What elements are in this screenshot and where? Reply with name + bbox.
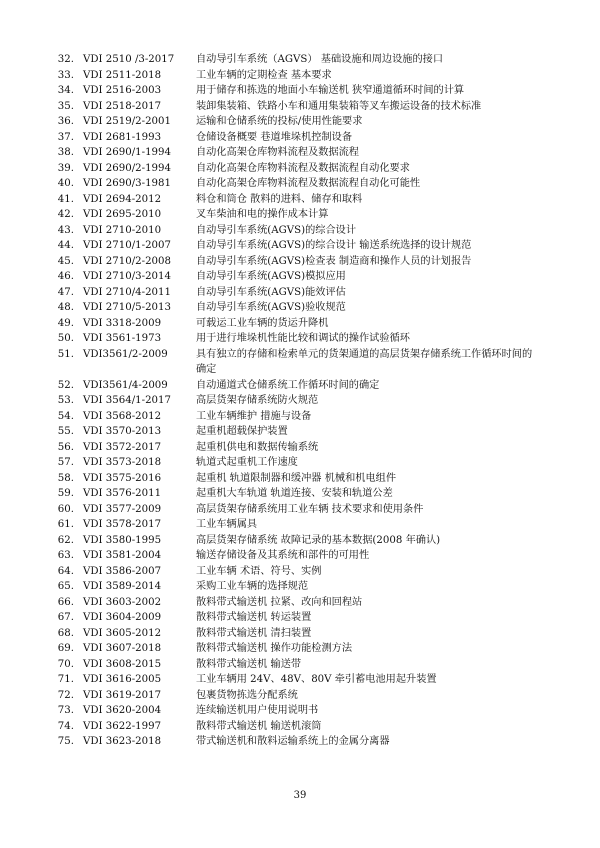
item-number: 47.: [57, 286, 74, 298]
list-item: [0, 626, 600, 642]
item-number: 71.: [57, 674, 74, 685]
list-item: [0, 130, 600, 146]
standard-code: VDI 2694-2012: [83, 193, 162, 205]
list-item: [0, 52, 600, 68]
list-item: [0, 393, 600, 409]
item-number: 67.: [57, 612, 74, 623]
list-item: [0, 734, 600, 750]
list-item: [0, 192, 600, 208]
standard-title: 仓储设备概要 巷道堆垛机控制设备: [196, 131, 353, 143]
item-number: 48.: [57, 302, 74, 313]
standard-code: VDI 3589-2014: [83, 581, 162, 592]
standard-code: VDI 2510 /3-2017: [83, 54, 175, 65]
item-number: 43.: [57, 224, 74, 236]
list-item: [0, 300, 600, 316]
standard-title: 连续输送机用户使用说明书: [196, 705, 319, 716]
list-item: [0, 471, 600, 487]
list-item: [0, 176, 600, 192]
item-number: 57.: [57, 457, 74, 468]
standard-code: VDI 3607-2018: [83, 643, 162, 654]
standard-title: 自动导引车系统（AGVS） 基础设施和周边设施的接口: [196, 54, 444, 65]
item-number: 44.: [57, 240, 74, 251]
item-number: 46.: [57, 271, 74, 282]
standard-code: VDI 2516-2003: [83, 85, 162, 96]
standard-title: 起重机超载保护装置: [196, 426, 288, 437]
standard-title: 起重机大车轨道 轨道连接、安装和轨道公差: [196, 488, 393, 499]
list-item: [0, 347, 600, 378]
list-item: [0, 238, 600, 254]
item-number: 63.: [57, 550, 74, 561]
standard-code: VDI 2681-1993: [83, 131, 162, 143]
standard-code: VDI 2710/3-2014: [83, 271, 171, 282]
item-number: 60.: [57, 503, 74, 515]
standard-code: VDI 3578-2017: [83, 519, 162, 530]
standard-title: 工业车辆属具: [196, 519, 258, 530]
list-item: [0, 269, 600, 285]
standard-code: VDI 3619-2017: [83, 689, 162, 701]
item-number: 72.: [57, 689, 74, 701]
standard-title: 用于储存和拣选的地面小车输送机 狭窄通道循环时间的计算: [196, 85, 465, 96]
standard-code: VDI3561/2-2009: [83, 348, 168, 360]
list-item: [0, 316, 600, 332]
list-item: [0, 409, 600, 425]
item-number: 66.: [57, 596, 74, 608]
standard-title: 可载运工业车辆的货运升降机: [196, 317, 329, 329]
standard-title: 叉车柴油和电的操作成本计算: [196, 209, 329, 220]
list-item: [0, 114, 600, 130]
standard-title: 工业车辆的定期检查 基本要求: [196, 69, 332, 81]
list-item: [0, 672, 600, 688]
standard-title: 起重机供电和数据传输系统: [196, 441, 319, 453]
standard-title: 包裹货物拣选分配系统: [196, 689, 298, 701]
list-item: [0, 502, 600, 518]
item-number: 59.: [57, 488, 74, 499]
standard-code: VDI 3575-2016: [83, 472, 162, 484]
item-number: 61.: [57, 519, 74, 530]
item-number: 54.: [57, 410, 74, 422]
item-number: 33.: [57, 69, 74, 81]
standard-code: VDI 3318-2009: [83, 317, 162, 329]
item-number: 56.: [57, 441, 74, 453]
standard-code: VDI 2690/3-1981: [83, 178, 171, 189]
standard-title: 自动通道式仓储系统工作循环时间的确定: [196, 379, 380, 391]
standard-code: VDI 3616-2005: [83, 674, 162, 685]
standard-code: VDI 3576-2011: [83, 488, 162, 499]
standard-code: VDI 3603-2002: [83, 596, 162, 608]
item-number: 74.: [57, 720, 74, 732]
standard-title: 自动导引车系统(AGVS)验收规范: [196, 302, 346, 313]
standard-code: VDI 2695-2010: [83, 209, 162, 220]
item-number: 75.: [57, 736, 74, 747]
standard-title: 输送存储设备及其系统和部件的可用性: [196, 550, 370, 561]
standard-title: 高层货架存储系统 故障记录的基本数据(2008 年确认): [196, 534, 441, 546]
list-item: [0, 440, 600, 456]
list-item: [0, 579, 600, 595]
list-item: [0, 99, 600, 115]
standard-title: 散料带式输送机 拉紧、改向和回程站: [196, 596, 363, 608]
standard-code: VDI 3623-2018: [83, 736, 162, 747]
list-item: [0, 207, 600, 223]
standard-code: VDI 3581-2004: [83, 550, 162, 561]
standard-code: VDI 3577-2009: [83, 503, 162, 515]
item-number: 34.: [57, 85, 74, 96]
standard-code: VDI 3572-2017: [83, 441, 162, 453]
list-item: [0, 223, 600, 239]
item-number: 38.: [57, 147, 74, 158]
standard-code: VDI 2690/1-1994: [83, 147, 171, 158]
list-item: [0, 703, 600, 719]
item-number: 32.: [57, 54, 74, 65]
list-item: [0, 331, 600, 347]
standard-title: 散料带式输送机 输送带: [196, 658, 302, 670]
item-number: 53.: [57, 395, 74, 406]
standard-title: 自动化高架仓库物料流程及数据流程自动化可能性: [196, 178, 421, 189]
list-item: [0, 486, 600, 502]
standard-title: 工业车辆维护 措施与设备: [196, 410, 312, 422]
standard-title: 高层货架存储系统防火规范: [196, 395, 319, 406]
standard-title: 料仓和筒仓 散料的进料、储存和取料: [196, 193, 363, 205]
standard-title: 高层货架存储系统用工业车辆 技术要求和使用条件: [196, 503, 424, 515]
standard-title: 散料带式输送机 转运装置: [196, 612, 312, 623]
standard-title: 运输和仓储系统的投标/使用性能要求: [196, 116, 363, 127]
standard-code: VDI 3564/1-2017: [83, 395, 171, 406]
item-number: 40.: [57, 178, 74, 189]
standard-title: 用于进行堆垛机性能比较和调试的操作试验循环: [196, 333, 410, 344]
list-item: [0, 424, 600, 440]
standard-code: VDI 3604-2009: [83, 612, 162, 623]
page-number: 39: [293, 790, 307, 801]
standard-code: VDI 2690/2-1994: [83, 162, 171, 174]
list-item: [0, 595, 600, 611]
item-number: 64.: [57, 565, 74, 577]
standard-title: 自动导引车系统(AGVS)模拟应用: [196, 271, 346, 282]
standard-code: VDI 3568-2012: [83, 410, 162, 422]
standard-code: VDI 3605-2012: [83, 627, 162, 639]
standard-code: VDI 3580-1995: [83, 534, 162, 546]
list-item: [0, 688, 600, 704]
standard-code: VDI 3586-2007: [83, 565, 162, 577]
standard-code: VDI 3573-2018: [83, 457, 162, 468]
item-number: 52.: [57, 379, 74, 391]
standard-title: 轨道式起重机工作速度: [196, 457, 298, 468]
list-item: [0, 548, 600, 564]
item-number: 42.: [57, 209, 74, 220]
standard-title: 装卸集装箱、铁路小车和通用集装箱等叉车搬运设备的技术标准: [196, 100, 482, 112]
standard-code: VDI 2710/1-2007: [83, 240, 171, 251]
item-number: 41.: [57, 193, 74, 205]
list-item: [0, 161, 600, 177]
standard-title: 自动导引车系统(AGVS)的综合设计: [196, 224, 357, 236]
list-item: [0, 68, 600, 84]
standard-code: VDI3561/4-2009: [83, 379, 168, 391]
list-item: [0, 719, 600, 735]
item-number: 58.: [57, 472, 74, 484]
standard-title: 自动化高架仓库物料流程及数据流程自动化要求: [196, 162, 410, 174]
standard-title: 自动导引车系统(AGVS)检查表 制造商和操作人员的计划报告: [196, 255, 472, 267]
standard-title: 采购工业车辆的选择规范: [196, 581, 309, 592]
item-number: 73.: [57, 705, 74, 716]
standard-title: 起重机 轨道限制器和缓冲器 机械和机电组件: [196, 472, 397, 484]
standard-title: 自动导引车系统(AGVS)能效评估: [196, 286, 346, 298]
item-number: 39.: [57, 162, 74, 174]
item-number: 37.: [57, 131, 74, 143]
standard-code: VDI 3608-2015: [83, 658, 162, 670]
standard-title: 自动化高架仓库物料流程及数据流程: [196, 147, 359, 158]
standard-title: 散料带式输送机 操作功能检测方法: [196, 643, 353, 654]
item-number: 69.: [57, 643, 74, 654]
standard-code: VDI 2519/2-2001: [83, 116, 171, 127]
list-item: [0, 657, 600, 673]
item-number: 70.: [57, 658, 74, 670]
standard-code: VDI 2710-2010: [83, 224, 162, 236]
standard-code: VDI 3620-2004: [83, 705, 162, 716]
list-item: [0, 455, 600, 471]
item-number: 45.: [57, 255, 74, 267]
standard-code: VDI 3570-2013: [83, 426, 162, 437]
list-item: [0, 564, 600, 580]
standard-code: VDI 3561-1973: [83, 333, 162, 344]
list-item: [0, 533, 600, 549]
item-number: 55.: [57, 426, 74, 437]
standard-code: VDI 2710/4-2011: [83, 286, 171, 298]
standard-title: 工业车辆 术语、符号、实例: [196, 565, 322, 577]
standard-title: 带式输送机和散料运输系统上的金属分离器: [196, 736, 390, 747]
list-item: [0, 517, 600, 533]
list-item: [0, 254, 600, 270]
standard-title: 自动导引车系统(AGVS)的综合设计 输送系统选择的设计规范: [196, 240, 472, 251]
standard-code: VDI 2710/5-2013: [83, 302, 171, 313]
item-number: 49.: [57, 317, 74, 329]
item-number: 36.: [57, 116, 74, 127]
standard-code: VDI 2511-2018: [83, 69, 162, 81]
item-number: 51.: [57, 348, 74, 360]
standards-list: [0, 52, 600, 750]
item-number: 65.: [57, 581, 74, 592]
standard-code: VDI 3622-1997: [83, 720, 162, 732]
list-item: [0, 285, 600, 301]
item-number: 68.: [57, 627, 74, 639]
item-number: 62.: [57, 534, 74, 546]
list-item: [0, 610, 600, 626]
standard-title: 工业车辆用 24V、48V、80V 牵引蓄电池用起升装置: [196, 674, 437, 685]
standard-title: 散料带式输送机 输送机滚筒: [196, 720, 322, 732]
list-item: [0, 378, 600, 394]
standard-title: 散料带式输送机 清扫装置: [196, 627, 312, 639]
standard-code: VDI 2518-2017: [83, 100, 162, 112]
standard-code: VDI 2710/2-2008: [83, 255, 171, 267]
item-number: 50.: [57, 333, 74, 344]
list-item: [0, 83, 600, 99]
standard-title: 具有独立的存储和检索单元的货架通道的高层货架存储系统工作循环时间的确定: [196, 348, 533, 375]
list-item: [0, 641, 600, 657]
list-item: [0, 145, 600, 161]
item-number: 35.: [57, 100, 74, 112]
